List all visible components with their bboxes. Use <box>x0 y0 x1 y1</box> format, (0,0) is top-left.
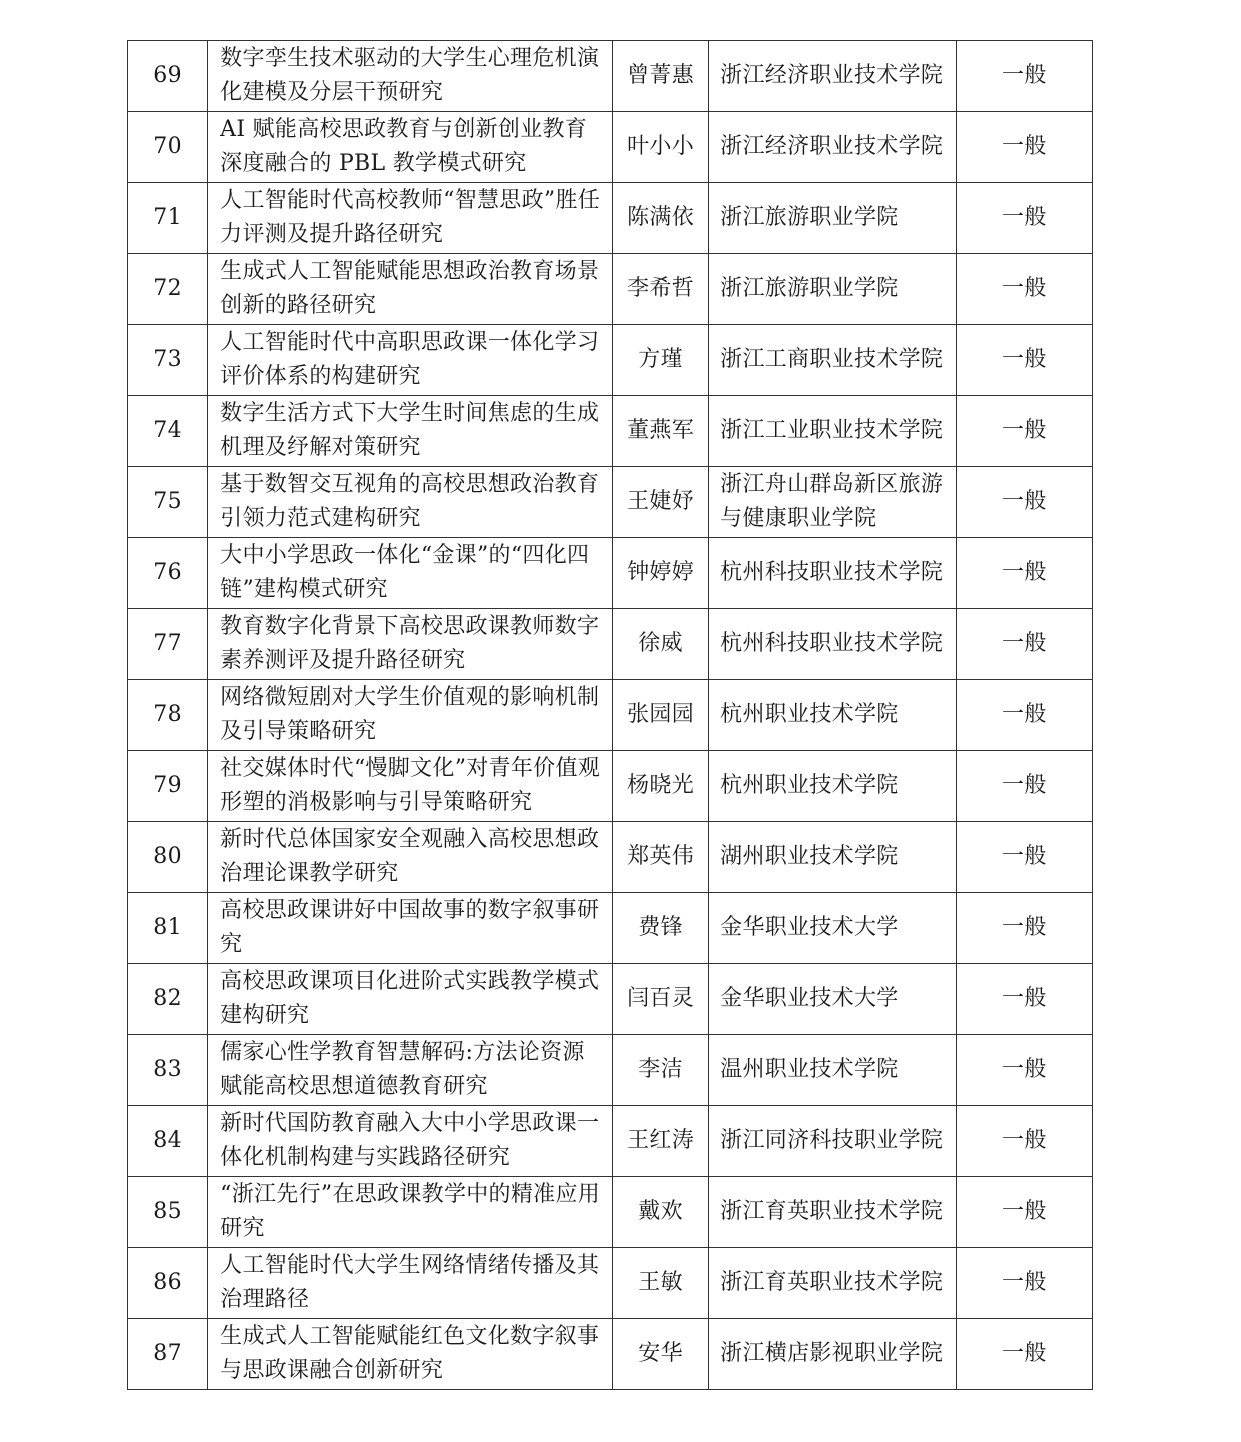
project-title: 生成式人工智能赋能思想政治教育场景创新的路径研究 <box>220 259 600 318</box>
row-number: 74 <box>153 418 182 443</box>
project-title: 网络微短剧对大学生价值观的影响机制及引导策略研究 <box>220 685 600 744</box>
project-category: 一般 <box>1002 560 1047 585</box>
table-row <box>128 1035 1093 1106</box>
project-title-cell <box>208 183 613 254</box>
row-number: 77 <box>153 631 182 656</box>
institution-name-cell <box>709 1319 957 1390</box>
row-number: 80 <box>153 844 182 869</box>
project-title-cell <box>208 1106 613 1177</box>
table-row <box>128 751 1093 822</box>
project-leader-cell <box>612 254 708 325</box>
project-category-cell <box>956 680 1092 751</box>
project-category-cell <box>956 822 1092 893</box>
project-leader-cell <box>612 467 708 538</box>
institution-name-cell <box>709 538 957 609</box>
table-row <box>128 964 1093 1035</box>
project-leader: 安华 <box>638 1341 683 1366</box>
project-title-cell <box>208 1319 613 1390</box>
project-leader-cell <box>612 1035 708 1106</box>
institution-name: 湖州职业技术学院 <box>720 844 899 869</box>
row-number-cell <box>128 1106 208 1177</box>
project-leader: 闫百灵 <box>627 986 695 1011</box>
institution-name-cell <box>709 396 957 467</box>
institution-name: 杭州职业技术学院 <box>720 702 899 727</box>
row-number-cell <box>128 1248 208 1319</box>
project-category-cell <box>956 538 1092 609</box>
institution-name: 浙江工商职业技术学院 <box>720 347 944 372</box>
table-row <box>128 112 1093 183</box>
project-title-cell <box>208 1248 613 1319</box>
project-category: 一般 <box>1002 631 1047 656</box>
project-category: 一般 <box>1002 702 1047 727</box>
row-number: 75 <box>153 489 182 514</box>
project-title-cell <box>208 467 613 538</box>
project-leader: 戴欢 <box>638 1199 683 1224</box>
institution-name: 浙江旅游职业学院 <box>720 276 899 301</box>
project-category: 一般 <box>1002 1057 1047 1082</box>
project-leader-cell <box>612 822 708 893</box>
row-number: 69 <box>153 63 182 88</box>
project-category: 一般 <box>1002 489 1047 514</box>
project-title: 社交媒体时代“慢脚文化”对青年价值观形塑的消极影响与引导策略研究 <box>220 756 601 815</box>
row-number-cell <box>128 183 208 254</box>
project-category-cell <box>956 467 1092 538</box>
institution-name: 杭州职业技术学院 <box>720 773 899 798</box>
row-number-cell <box>128 254 208 325</box>
project-leader-cell <box>612 609 708 680</box>
project-title: 数字生活方式下大学生时间焦虑的生成机理及纾解对策研究 <box>220 401 600 460</box>
table-row <box>128 1319 1093 1390</box>
project-leader-cell <box>612 1319 708 1390</box>
project-title: 新时代国防教育融入大中小学思政课一体化机制构建与实践路径研究 <box>220 1111 600 1170</box>
project-leader: 李洁 <box>638 1057 683 1082</box>
institution-name: 杭州科技职业技术学院 <box>720 631 944 656</box>
project-leader: 张园园 <box>627 702 695 727</box>
institution-name: 浙江经济职业技术学院 <box>720 63 944 88</box>
project-leader-cell <box>612 1248 708 1319</box>
row-number-cell <box>128 538 208 609</box>
institution-name-cell <box>709 1035 957 1106</box>
institution-name-cell <box>709 893 957 964</box>
institution-name-cell <box>709 964 957 1035</box>
project-leader-cell <box>612 325 708 396</box>
row-number: 79 <box>153 773 182 798</box>
project-leader: 王敏 <box>638 1270 683 1295</box>
project-title: 高校思政课讲好中国故事的数字叙事研究 <box>220 898 600 957</box>
project-leader: 董燕军 <box>627 418 695 443</box>
project-category-cell <box>956 112 1092 183</box>
table-row <box>128 325 1093 396</box>
row-number-cell <box>128 680 208 751</box>
project-title: 人工智能时代中高职思政课一体化学习评价体系的构建研究 <box>220 330 600 389</box>
institution-name-cell <box>709 467 957 538</box>
project-leader-cell <box>612 893 708 964</box>
project-category-cell <box>956 964 1092 1035</box>
institution-name-cell <box>709 751 957 822</box>
row-number-cell <box>128 396 208 467</box>
row-number-cell <box>128 467 208 538</box>
institution-name-cell <box>709 1106 957 1177</box>
row-number: 70 <box>153 134 182 159</box>
institution-name: 浙江舟山群岛新区旅游与健康职业学院 <box>720 472 944 531</box>
institution-name-cell <box>709 1177 957 1248</box>
project-category-cell <box>956 1106 1092 1177</box>
row-number-cell <box>128 893 208 964</box>
row-number: 85 <box>153 1199 182 1224</box>
institution-name-cell <box>709 112 957 183</box>
institution-name-cell <box>709 680 957 751</box>
project-category: 一般 <box>1002 1128 1047 1153</box>
project-title-cell <box>208 609 613 680</box>
project-leader-cell <box>612 41 708 112</box>
project-leader-cell <box>612 112 708 183</box>
project-leader: 钟婷婷 <box>627 560 695 585</box>
project-category-cell <box>956 183 1092 254</box>
row-number-cell <box>128 609 208 680</box>
table-row <box>128 183 1093 254</box>
project-title: 高校思政课项目化进阶式实践教学模式建构研究 <box>220 969 600 1028</box>
project-title-cell <box>208 893 613 964</box>
project-leader: 陈满依 <box>627 205 695 230</box>
row-number-cell <box>128 1177 208 1248</box>
institution-name-cell <box>709 41 957 112</box>
institution-name: 浙江同济科技职业学院 <box>720 1128 944 1153</box>
project-title-cell <box>208 538 613 609</box>
project-title: 大中小学思政一体化“金课”的“四化四链”建构模式研究 <box>220 543 590 602</box>
project-category-cell <box>956 893 1092 964</box>
institution-name: 浙江育英职业技术学院 <box>720 1199 944 1224</box>
project-title: 数字孪生技术驱动的大学生心理危机演化建模及分层干预研究 <box>220 46 600 105</box>
project-title: 教育数字化背景下高校思政课教师数字素养测评及提升路径研究 <box>220 614 600 673</box>
institution-name-cell <box>709 325 957 396</box>
row-number-cell <box>128 751 208 822</box>
project-leader-cell <box>612 538 708 609</box>
institution-name: 浙江经济职业技术学院 <box>720 134 944 159</box>
institution-name-cell <box>709 822 957 893</box>
project-title-cell <box>208 325 613 396</box>
institution-name: 浙江横店影视职业学院 <box>720 1341 944 1366</box>
project-category: 一般 <box>1002 205 1047 230</box>
project-category-cell <box>956 396 1092 467</box>
project-title-cell <box>208 396 613 467</box>
institution-name-cell <box>709 254 957 325</box>
table-row <box>128 1248 1093 1319</box>
project-title: 儒家心性学教育智慧解码:方法论资源赋能高校思想道德教育研究 <box>220 1040 585 1099</box>
table-row <box>128 609 1093 680</box>
table-row <box>128 822 1093 893</box>
project-category: 一般 <box>1002 773 1047 798</box>
project-leader: 曾菁惠 <box>627 63 695 88</box>
row-number: 81 <box>153 915 182 940</box>
institution-name: 金华职业技术大学 <box>720 915 899 940</box>
project-title-cell <box>208 1177 613 1248</box>
institution-name: 浙江工业职业技术学院 <box>720 418 944 443</box>
table-row <box>128 680 1093 751</box>
table-row <box>128 538 1093 609</box>
row-number: 83 <box>153 1057 182 1082</box>
project-title-cell <box>208 41 613 112</box>
project-category: 一般 <box>1002 276 1047 301</box>
row-number-cell <box>128 822 208 893</box>
row-number-cell <box>128 325 208 396</box>
project-title-cell <box>208 254 613 325</box>
project-category: 一般 <box>1002 844 1047 869</box>
institution-name-cell <box>709 183 957 254</box>
project-title: 人工智能时代大学生网络情绪传播及其治理路径 <box>220 1253 600 1312</box>
project-leader-cell <box>612 680 708 751</box>
row-number: 86 <box>153 1270 182 1295</box>
row-number-cell <box>128 41 208 112</box>
project-category: 一般 <box>1002 1270 1047 1295</box>
row-number: 82 <box>153 986 182 1011</box>
table-row <box>128 254 1093 325</box>
row-number: 84 <box>153 1128 182 1153</box>
project-leader-cell <box>612 1106 708 1177</box>
project-title: 新时代总体国家安全观融入高校思想政治理论课教学研究 <box>220 827 600 886</box>
project-title-cell <box>208 964 613 1035</box>
project-category-cell <box>956 1177 1092 1248</box>
project-category: 一般 <box>1002 1341 1047 1366</box>
institution-name: 浙江育英职业技术学院 <box>720 1270 944 1295</box>
project-title-cell <box>208 751 613 822</box>
institution-name: 温州职业技术学院 <box>720 1057 899 1082</box>
institution-name: 金华职业技术大学 <box>720 986 899 1011</box>
project-title: 人工智能时代高校教师“智慧思政”胜任力评测及提升路径研究 <box>220 188 601 247</box>
project-title: “浙江先行”在思政课教学中的精准应用研究 <box>220 1182 601 1241</box>
project-category-cell <box>956 609 1092 680</box>
row-number-cell <box>128 1035 208 1106</box>
project-title-cell <box>208 1035 613 1106</box>
project-leader: 叶小小 <box>627 134 695 159</box>
project-title: 基于数智交互视角的高校思想政治教育引领力范式建构研究 <box>220 472 600 531</box>
project-title: 生成式人工智能赋能红色文化数字叙事与思政课融合创新研究 <box>220 1324 600 1383</box>
project-category: 一般 <box>1002 418 1047 443</box>
project-leader: 李希哲 <box>627 276 695 301</box>
project-category-cell <box>956 325 1092 396</box>
project-title-cell <box>208 822 613 893</box>
row-number-cell <box>128 112 208 183</box>
project-title-cell <box>208 680 613 751</box>
row-number-cell <box>128 964 208 1035</box>
table-row <box>128 1177 1093 1248</box>
project-list-table <box>127 40 1093 1390</box>
institution-name-cell <box>709 609 957 680</box>
project-leader: 王红涛 <box>627 1128 695 1153</box>
project-category-cell <box>956 254 1092 325</box>
project-leader-cell <box>612 396 708 467</box>
project-category: 一般 <box>1002 1199 1047 1224</box>
table-row <box>128 1106 1093 1177</box>
row-number: 87 <box>153 1341 182 1366</box>
project-category-cell <box>956 751 1092 822</box>
row-number-cell <box>128 1319 208 1390</box>
project-category-cell <box>956 1248 1092 1319</box>
project-leader: 徐威 <box>638 631 683 656</box>
project-leader-cell <box>612 1177 708 1248</box>
row-number: 71 <box>153 205 182 230</box>
project-leader-cell <box>612 751 708 822</box>
table-row <box>128 467 1093 538</box>
table-row <box>128 893 1093 964</box>
project-leader-cell <box>612 964 708 1035</box>
project-category: 一般 <box>1002 63 1047 88</box>
project-leader: 方瑾 <box>638 347 683 372</box>
table-body <box>128 41 1093 1390</box>
project-leader-cell <box>612 183 708 254</box>
row-number: 78 <box>153 702 182 727</box>
institution-name-cell <box>709 1248 957 1319</box>
row-number: 73 <box>153 347 182 372</box>
row-number: 72 <box>153 276 182 301</box>
institution-name: 杭州科技职业技术学院 <box>720 560 944 585</box>
project-category-cell <box>956 41 1092 112</box>
project-category: 一般 <box>1002 347 1047 372</box>
institution-name: 浙江旅游职业学院 <box>720 205 899 230</box>
project-category: 一般 <box>1002 915 1047 940</box>
table-row <box>128 396 1093 467</box>
project-title-cell <box>208 112 613 183</box>
project-category: 一般 <box>1002 134 1047 159</box>
project-leader: 郑英伟 <box>627 844 695 869</box>
project-leader: 王婕妤 <box>627 489 695 514</box>
table-row <box>128 41 1093 112</box>
project-leader: 费锋 <box>638 915 683 940</box>
project-category-cell <box>956 1035 1092 1106</box>
project-category: 一般 <box>1002 986 1047 1011</box>
project-category-cell <box>956 1319 1092 1390</box>
project-leader: 杨晓光 <box>627 773 695 798</box>
row-number: 76 <box>153 560 182 585</box>
project-title: AI 赋能高校思政教育与创新创业教育深度融合的 PBL 教学模式研究 <box>220 117 588 176</box>
